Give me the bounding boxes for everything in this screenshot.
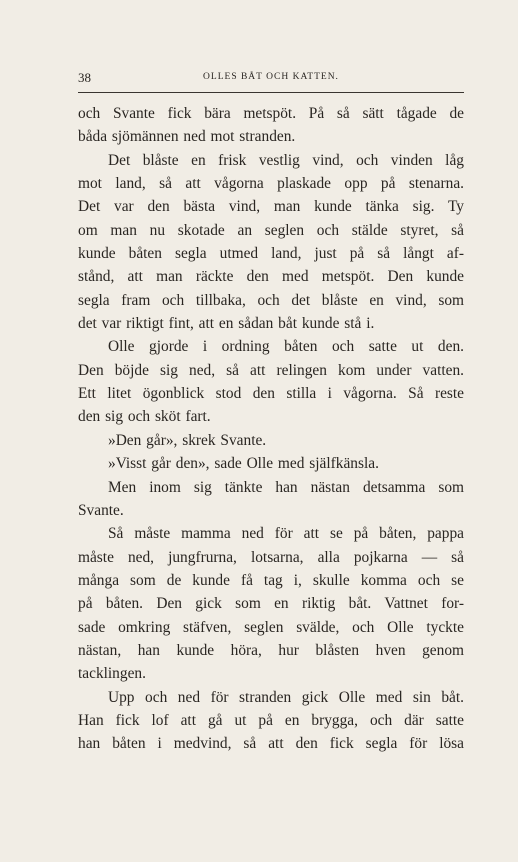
text-line: han båten i medvind, så att den fick segla för lösa	[78, 735, 464, 753]
body-text	[78, 102, 464, 756]
text-line: om man nu skotade an seglen och stälde styret, så	[78, 221, 464, 239]
page-header	[78, 70, 464, 86]
text-line: Den böjde sig ned, så att relingen kom under vatten.	[78, 361, 464, 379]
text-line: sade omkring stäfven, seglen svälde, och Olle tyckte	[78, 618, 464, 636]
text-line: det var riktigt fint, att en sådan båt kunde stå i.	[78, 315, 375, 333]
text-line: båda sjömännen ned mot stranden.	[78, 128, 296, 146]
text-line: mot land, så att vågorna plaskade opp på stenarna.	[78, 175, 464, 193]
text-line: Olle gjorde i ordning båten och satte ut den.	[108, 338, 464, 356]
page-number: 38	[78, 70, 91, 85]
text-line: och Svante fick bära metspöt. På så sätt tågade de	[78, 105, 464, 122]
text-line: tacklingen.	[78, 665, 146, 683]
text-line: på båten. Den gick som en riktig båt. Vattnet for-	[78, 595, 464, 613]
text-line: många som de kunde få tag i, skulle komma och se	[78, 571, 464, 589]
text-line: »Den går», skrek Svante.	[108, 431, 267, 449]
text-line: Ett litet ögonblick stod den stilla i vågorna. Så reste	[78, 385, 464, 403]
text-line: Upp och ned för stranden gick Olle med sin båt.	[108, 688, 464, 706]
text-line: måste ned, jungfrurna, lotsarna, alla pojkarna — så	[78, 548, 464, 566]
text-line: segla fram och tillbaka, och det blåste en vind, som	[78, 291, 464, 309]
header-rule	[78, 92, 464, 93]
text-line: nästan, han kunde höra, hur blåsten hven genom	[78, 641, 464, 659]
text-line: kunde båten segla utmed land, just på så långt af-	[78, 245, 464, 263]
text-line: Svante.	[78, 501, 124, 519]
text-line: den sig och sköt fart.	[78, 408, 211, 426]
text-line: Men inom sig tänkte han nästan detsamma som	[108, 478, 464, 496]
text-line: Det var den bästa vind, man kunde tänka sig. Ty	[78, 198, 464, 216]
text-line: Han fick lof att gå ut på en brygga, och där satte	[78, 711, 464, 729]
text-line: stånd, att man räckte den med metspöt. Den kunde	[78, 268, 464, 286]
text-line: »Visst går den», sade Olle med själfkänsla.	[108, 455, 379, 473]
text-line: Det blåste en frisk vestlig vind, och vinden låg	[108, 151, 464, 169]
text-line: Så måste mamma ned för att se på båten, pappa	[108, 525, 464, 543]
running-title: OLLES BÅT OCH KATTEN.	[203, 72, 339, 82]
